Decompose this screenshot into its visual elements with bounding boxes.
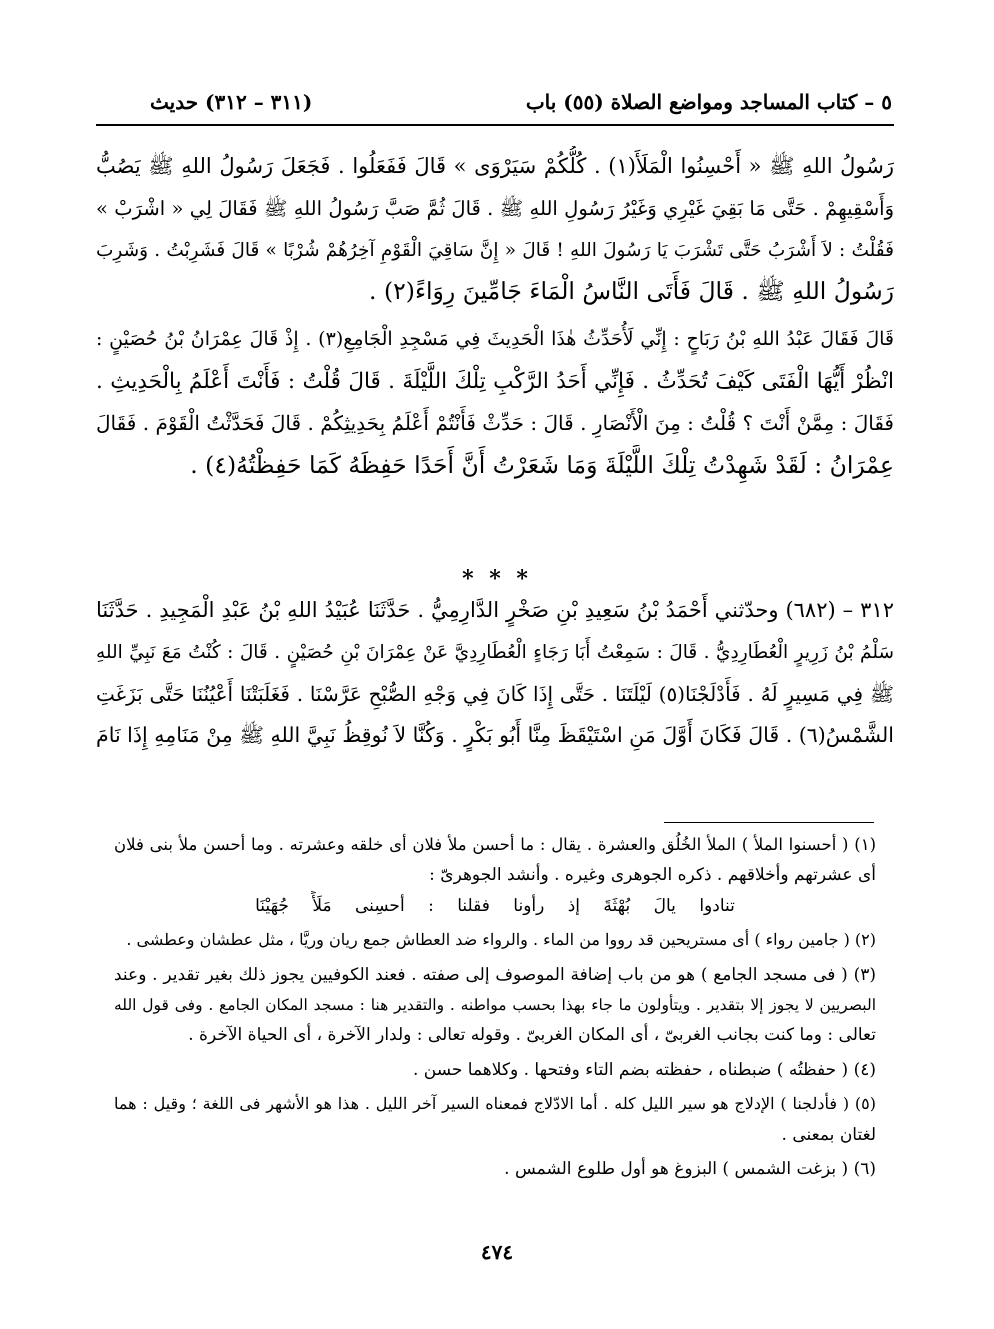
footnote-5: (٥) ( فأدلجنا ) الإدلاج هو سير الليل كله . أما الادّلاج فمعناه السير آخر الليل . هذا هو الأشهر فى اللغة ؛ وقيل : هما [114,1094,876,1114]
verse-hemistich-1: تنادوا يالَ بُهْثَةَ إذ رأونا [513,895,735,916]
footnote-4: (٤) ( حفظتُه ) ضبطناه ، حفظته بضم التاء وفتحها . وكلاهما حسن . [412,1059,876,1080]
verse-hemistich-2: فقلنا : أحسِنى مَلَأً جُهَيْنَا [255,895,490,916]
text-line: سَلْمُ بْنُ زَرِيرٍ الْعُطَارِدِيُّ . قَالَ : سَمِعْتُ أَبَا رَجَاءٍ الْعُطَارِدِيَّ عَنْ عِمْرَانَ بْنِ حُصَيْنٍ . قَالَ : كُنْتُ مَعَ نَبِيِّ اللهِ [96,641,894,663]
text-line: ﷺ فِي مَسِيرٍ لَهُ . فَأَدْلَجْنَا(٥) لَيْلَتَنَا . حَتَّى إِذَا كَانَ فِي وَجْهِ الصُّبْحِ عَرَّسْنَا . فَغَلَبَتْنَا أَعْيُنُنَا حَتَّى بَزَغَتِ [96,681,894,706]
footnote-5-cont: لغتان بمعنى . [781,1124,876,1145]
text-line: انْظُرْ أَيُّهَا الْفَتَى كَيْفَ تُحَدِّثُ . فَإِنِّي أَحَدُ الرَّكْبِ تِلْكَ اللَّيْلَةَ . قَالَ قُلْتُ : فَأَنْتَ أَعْلَمُ بِالْحَدِيثِ . [96,368,894,394]
section-separator: * * * [462,566,532,592]
running-header [96,86,892,120]
footnote-1-cont: أى عشرتهم وأخلاقهم . ذكره الجوهرى وغيره . وأنشد الجوهرىّ : [429,865,876,886]
text-line: قَالَ فَقَالَ عَبْدُ اللهِ بْنُ رَبَاحٍ : إِنِّي لَأُحَدِّثُ هٰذَا الْحَدِيثَ فِي مَسْجِدِ الْجَامِعِ(٣) . إِذْ قَالَ عِمْرَانُ بْنُ حُصَيْنٍ : [96,328,894,351]
text-line: عِمْرَانُ : لَقَدْ شَهِدْتُ تِلْكَ اللَّيْلَةَ وَمَا شَعَرْتُ أَنَّ أَحَدًا حَفِظَهُ كَمَا حَفِظْتُهُ(٤) . [190,450,894,479]
text-line: الشَّمْسُ(٦) . قَالَ فَكَانَ أَوَّلَ مَنِ اسْتَيْقَظَ مِنَّا أَبُو بَكْرٍ . وَكُنَّا لاَ نُوقِظُ نَبِيَّ اللهِ ﷺ مِنْ مَنَامِهِ إِذَا نَامَ [96,723,894,748]
header-divider [96,124,894,126]
footnote-1: (١) ( أحسنوا الملأ ) الملأ الخُلُق والعشرة . يقال : ما أحسن ملأ فلان أى خلقه وعشرته . وما أحسن ملأ بنى فلان [114,835,876,854]
text-line: فَقُلْتُ : لاَ أَشْرَبُ حَتَّى تَشْرَبَ يَا رَسُولَ اللهِ ! قَالَ « إِنَّ سَاقِيَ الْقَوْمِ آخِرُهُمْ شُرْبًا » قَالَ فَشَرِبْتُ . وَشَرِبَ [96,239,894,261]
footnote-1-verse [114,891,876,921]
text-line: وَأَسْقِيهِمْ . حَتَّى مَا بَقِيَ غَيْرِي وَغَيْرُ رَسُولِ اللهِ ﷺ . قَالَ ثُمَّ صَبَّ رَسُولُ اللهِ ﷺ فَقَالَ لِي « اشْرَبْ » [96,196,894,220]
footnote-6: (٦) ( بزغت الشمس ) البزوغ هو أول طلوع الشمس . [504,1158,876,1179]
footnote-2: (٢) ( جامين رواء ) أى مستريحين قد رووا من الماء . والرواء ضد العطاش جمع ريان وريَّا ، مثل عطشان وعطشى . [126,930,876,950]
footnote-3: (٣) ( فى مسجد الجامع ) هو من باب إضافة الموصوف إلى صفته . فعند الكوفيين يجوز ذلك بغير تقدير . وعند [114,964,876,985]
chapter-title: ٥ – كتاب المساجد ومواضع الصلاة (٥٥) باب [525,90,892,114]
text-line: رَسُولُ اللهِ ﷺ . قَالَ فَأَتَى النَّاسُ الْمَاءَ جَامِّينَ رِوَاءً(٢) . [369,277,894,306]
footnote-3-cont: تعالى : وما كنت بجانب الغربىّ ، أى المكان الغربىّ . وقوله تعالى : ولدار الآخرة ، أى الحياة الآخرة . [188,1025,876,1046]
text-line: رَسُولُ اللهِ ﷺ « أَحْسِنُوا الْمَلَأَ(١) . كُلُّكُمْ سَيَرْوَى » قَالَ فَفَعَلُوا . فَجَعَلَ رَسُولُ اللهِ ﷺ يَصُبُّ [96,154,894,178]
hadith-range: (٣١١ – ٣١٢) حديث [150,90,313,114]
hadith-312-line: ٣١٢ – (٦٨٢) وحدّثني أَحْمَدُ بْنُ سَعِيدِ بْنِ صَخْرٍ الدَّارِمِيُّ . حَدَّثَنَا عُبَيْدُ اللهِ بْنُ عَبْدِ الْمَجِيدِ . حَدَّثَنَا [96,598,894,622]
page-number: ٤٧٤ [480,1240,514,1264]
footnotes [114,830,876,1184]
text-line: فَقَالَ : مِمَّنْ أَنْتَ ؟ قُلْتُ : مِنَ الْأَنْصَارِ . قَالَ : حَدِّثْ فَأَنْتُمْ أَعْلَمُ بِحَدِيثِكُمْ . قَالَ فَحَدَّثْتُ الْقَوْمَ . فَقَالَ [96,410,894,435]
footnote-3-cont: البصريين لا يجوز إلا بتقدير . ويتأولون ما جاء بهذا بحسب مواطنه . والتقدير هنا : مسجد المكان الجامع . وفى قول الله [114,995,876,1014]
main-text-block-2 [96,590,894,757]
footnote-divider [664,822,874,823]
main-text-block-1 [96,146,894,486]
